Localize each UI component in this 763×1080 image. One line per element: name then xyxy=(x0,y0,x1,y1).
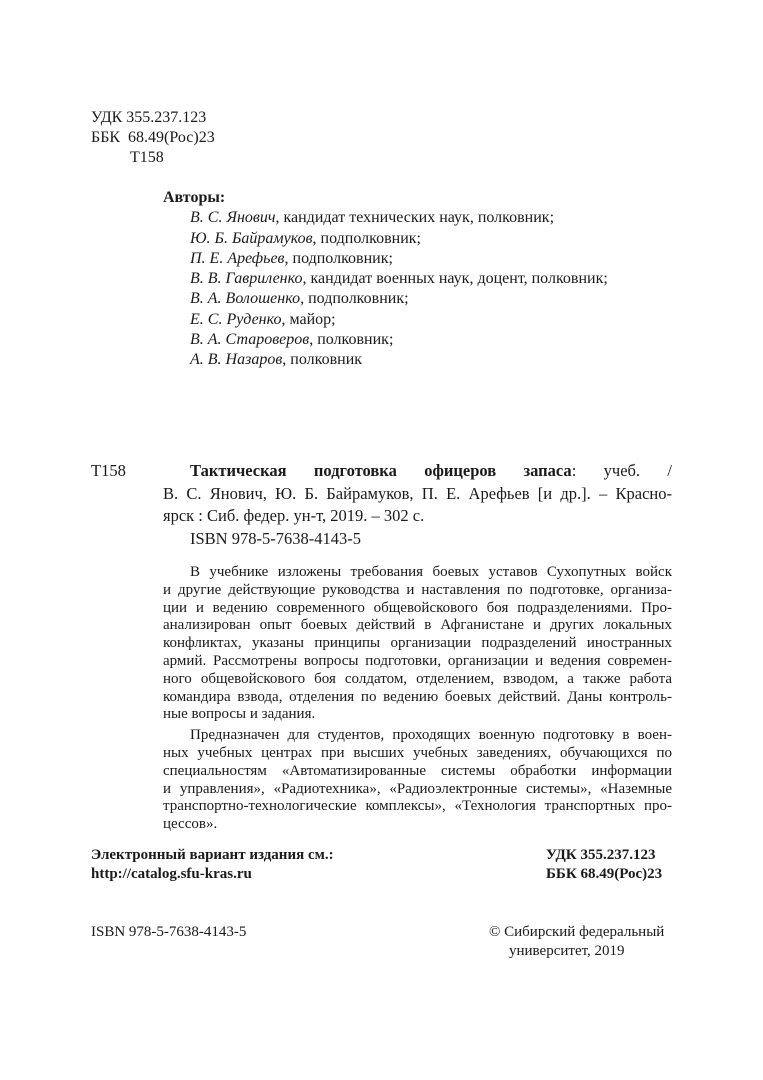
author-name: П. Е. Арефьев, xyxy=(190,249,289,267)
author-item xyxy=(163,350,608,370)
author-description: , подполковник; xyxy=(300,290,409,308)
abstract-line: ного общевойскового боя солдатом, отделением, взводом, а также работа xyxy=(163,670,672,687)
author-item xyxy=(163,289,608,309)
author-description: , полковник; xyxy=(309,331,394,349)
abstract xyxy=(163,564,672,834)
abstract-line: и управления», «Радиотехника», «Радиоэлектронные системы», «Наземные xyxy=(163,780,672,797)
author-name: В. А. Староверов xyxy=(190,331,310,349)
author-name: В. А. Волошенко xyxy=(190,290,301,308)
bbk-code: ББК 68.49(Рос)23 xyxy=(91,129,215,146)
author-description: подполковник; xyxy=(288,249,393,267)
abstract-line: командира взвода, отделения по ведению боевых действий. Даны контроль- xyxy=(163,688,672,705)
abstract-line: специальностям «Автоматизированные системы обработки информации xyxy=(163,762,672,779)
author-item xyxy=(163,330,608,350)
footer-bbk: ББК 68.49(Рос)23 xyxy=(546,866,663,882)
electronic-version xyxy=(91,846,334,884)
author-name: Ю. Б. Байрамуков xyxy=(190,229,313,247)
abstract-line: Предназначен для студентов, проходящих военную подготовку в воен- xyxy=(190,727,672,744)
footer-codes xyxy=(546,846,662,884)
abstract-line: цессов». xyxy=(163,816,218,833)
author-description: , майор; xyxy=(281,310,336,328)
bibliographic-entry xyxy=(163,460,672,550)
author-name: В. С. Янович xyxy=(190,209,276,227)
author-item xyxy=(163,208,608,228)
catalog-link[interactable]: http://catalog.sfu-kras.ru xyxy=(91,866,252,882)
abstract-line: армий. Рассмотрены вопросы подготовки, организации и ведения современ- xyxy=(163,652,672,669)
author-name: А. В. Назаров xyxy=(190,351,283,369)
copyright-line2: университет, 2019 xyxy=(509,943,625,959)
abstract-line: конфликтах, указаны принципы организации подразделений иностранных xyxy=(163,635,672,652)
abstract-line: ные вопросы и задания. xyxy=(163,706,316,723)
entry-author-mark: Т158 xyxy=(91,461,126,480)
copyright-line1: © Сибирский федеральный xyxy=(489,924,665,940)
abstract-line: анализирован опыт боевых действий в Афганистане и других локальных xyxy=(163,617,672,634)
author-description: , подполковник; xyxy=(312,229,421,247)
author-item xyxy=(163,229,608,249)
entry-authors-line: В. С. Янович, Ю. Б. Байрамуков, П. Е. Арефьев [и др.]. – Красно- xyxy=(163,483,672,503)
entry-type: : учеб. / xyxy=(571,461,672,480)
author-item xyxy=(163,249,608,269)
author-mark: Т158 xyxy=(130,149,164,166)
author-name: Е. С. Руденко xyxy=(190,310,282,328)
footer-udk: УДК 355.237.123 xyxy=(546,847,656,863)
copyright xyxy=(489,923,664,961)
author-description: , полковник xyxy=(282,351,363,369)
author-name: В. В. Гавриленко xyxy=(190,270,303,288)
author-item xyxy=(163,269,608,289)
abstract-line: транспортно-технологические комплексы», «Технология транспортных про- xyxy=(163,798,672,815)
footer-isbn: ISBN 978-5-7638-4143-5 xyxy=(91,924,247,940)
abstract-line: и другие действующие руководства и наставления по подготовке, организа- xyxy=(163,581,672,598)
book-title: Тактическая подготовка офицеров запаса xyxy=(190,461,572,480)
entry-title-line xyxy=(190,460,672,483)
udk-code: УДК 355.237.123 xyxy=(91,109,207,126)
entry-isbn: ISBN 978-5-7638-4143-5 xyxy=(190,528,361,548)
authors-heading: Авторы: xyxy=(163,189,226,206)
author-description: , кандидат технических наук, полковник; xyxy=(275,209,555,227)
author-description: , кандидат военных наук, доцент, полковник; xyxy=(302,270,608,288)
abstract-line: В учебнике изложены требования боевых уставов Сухопутных войск xyxy=(190,564,672,580)
authors-block xyxy=(163,188,608,371)
electronic-version-label: Электронный вариант издания см.: xyxy=(91,847,334,863)
abstract-line: ных учебных центрах при высших учебных заведениях, обучающихся по xyxy=(163,744,672,761)
classification-codes xyxy=(91,108,215,168)
entry-publisher-line: ярск : Сиб. федер. ун-т, 2019. – 302 с. xyxy=(163,506,425,525)
author-item xyxy=(163,310,608,330)
abstract-line: ции и ведению современного общевойскового боя подразделениями. Про- xyxy=(163,599,672,616)
